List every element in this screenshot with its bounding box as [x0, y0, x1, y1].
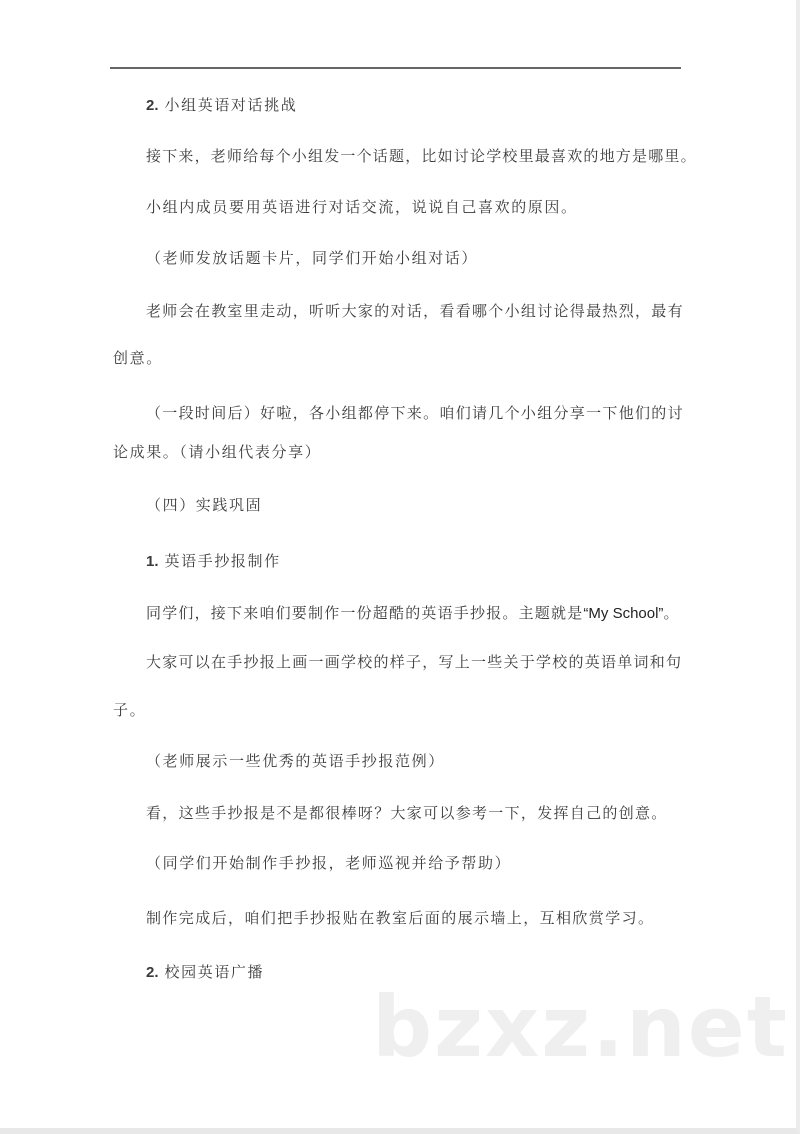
- paragraph: 接下来，老师给每个小组发一个话题，比如讨论学校里最喜欢的地方是哪里。: [146, 147, 697, 165]
- subheading-group-dialogue-challenge: [146, 95, 297, 116]
- paragraph-text: 同学们，接下来咱们要制作一份超酷的英语手抄报。主题就是: [146, 604, 584, 622]
- stage-direction: （老师发放话题卡片，同学们开始小组对话）: [146, 249, 479, 267]
- subheading-title: 小组英语对话挑战: [164, 96, 298, 114]
- paragraph: [146, 603, 680, 624]
- subheading-title: 英语手抄报制作: [164, 552, 281, 570]
- watermark-logo: bzxz.net: [372, 978, 789, 1076]
- subheading-number: 1.: [146, 553, 159, 570]
- paragraph: 看，这些手抄报是不是都很棒呀？大家可以参考一下，发挥自己的创意。: [146, 804, 668, 822]
- paragraph: 制作完成后，咱们把手抄报贴在教室后面的展示墙上，互相欣赏学习。: [146, 909, 655, 927]
- theme-quote: “My School”: [583, 605, 664, 622]
- paragraph: 小组内成员要用英语进行对话交流，说说自己喜欢的原因。: [146, 198, 578, 216]
- subheading-title: 校园英语广播: [164, 963, 265, 981]
- section-heading-practice: （四）实践巩固: [146, 496, 263, 514]
- stage-direction: （老师展示一些优秀的英语手抄报范例）: [146, 752, 445, 770]
- paragraph-continuation: 创意。: [113, 349, 163, 367]
- header-rule-divider: [110, 67, 681, 69]
- subheading-campus-radio: [146, 962, 264, 983]
- subheading-number: 2.: [146, 97, 159, 114]
- stage-direction: （同学们开始制作手抄报，老师巡视并给予帮助）: [146, 854, 512, 872]
- subheading-number: 2.: [146, 964, 159, 981]
- paragraph-punct: 。: [663, 604, 680, 622]
- paragraph: 老师会在教室里走动，听听大家的对话，看看哪个小组讨论得最热烈，最有: [146, 302, 684, 320]
- paragraph-continuation: 子。: [113, 701, 147, 719]
- subheading-handwritten-newspaper: [146, 551, 281, 572]
- paragraph-continuation: 论成果。（请小组代表分享）: [113, 443, 322, 461]
- paragraph: （一段时间后）好啦，各小组都停下来。咱们请几个小组分享一下他们的讨: [146, 404, 684, 422]
- paragraph: 大家可以在手抄报上画一画学校的样子，写上一些关于学校的英语单词和句: [146, 653, 683, 671]
